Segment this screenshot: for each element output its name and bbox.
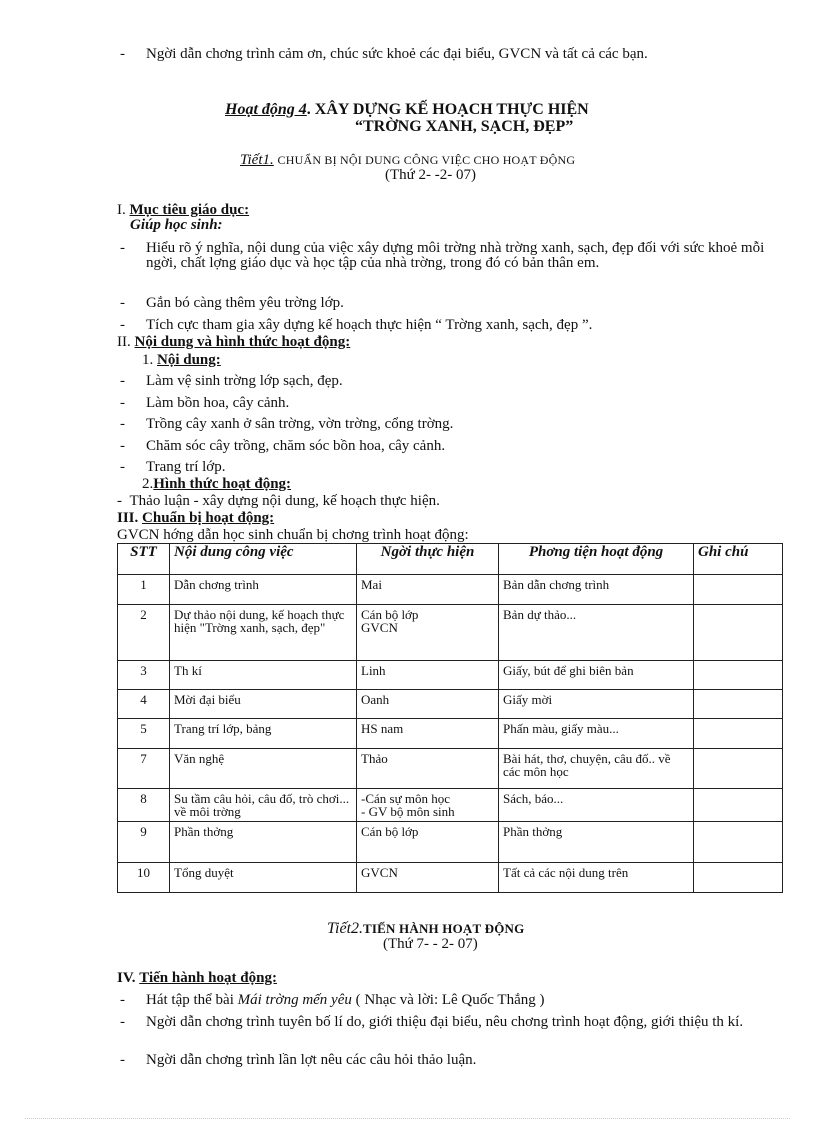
cell-means: Bài hát, thơ, chuyện, câu đố.. về các môn học [499,749,694,789]
table-row [118,749,783,789]
cell-stt: 10 [118,863,170,893]
section2-form-bullet: - Thảo luận - xây dựng nội dung, kế hoạch thực hiện. [117,493,440,509]
cell-note [694,822,783,863]
section2-sub1: 1. Nội dung: [142,352,221,368]
lesson2-date: (Thứ 7- - 2- 07) [383,936,478,952]
section3-heading: III. Chuẩn bị hoạt động: [117,510,275,526]
cell-content: Tổng duyệt [170,863,357,893]
section1-heading: I. Mục tiêu giáo dục: [117,202,250,218]
table-row [118,575,783,605]
section2-bullet: - Làm bồn hoa, cây cảnh. [120,395,290,411]
activity4-subtitle: “TRỜNG XANH, SẠCH, ĐẸP” [355,118,574,135]
cell-means: Phấn màu, giấy màu... [499,719,694,749]
cell-content: Th kí [170,661,357,690]
cell-means: Phần thởng [499,822,694,863]
table-row [118,690,783,719]
section1-bullet: - Hiểu rõ ý nghĩa, nội dung của việc xây dựng môi trờng nhà trờng xanh, sạch, đẹp đối với sức khoẻ mỗi ngời, chất lợng giáo dục và học tập của nhà trờng, trong đó có bản thân em. [120,240,765,271]
cell-note [694,661,783,690]
cell-stt: 9 [118,822,170,863]
cell-who: Thảo [357,749,499,789]
cell-stt: 3 [118,661,170,690]
lesson2-title: Tiết2.TIẾN HÀNH HOẠT ĐỘNG [327,920,525,937]
cell-who: HS nam [357,719,499,749]
cell-stt: 8 [118,789,170,822]
lesson1-date: (Thứ 2- -2- 07) [385,167,477,183]
cell-stt: 1 [118,575,170,605]
section4-heading: IV. Tiến hành hoạt động: [117,970,277,986]
table-row [118,719,783,749]
cell-means: Bản dẫn chơng trình [499,575,694,605]
col-header-content: Nội dung công việc [170,544,357,575]
section4-bullet: - Ngời dẫn chơng trình tuyên bố lí do, giới thiệu đại biểu, nêu chơng trình hoạt động, giới thiệu th kí. [120,1014,744,1030]
cell-note [694,863,783,893]
table-row [118,822,783,863]
cell-stt: 2 [118,605,170,661]
activity4-heading: Hoạt động 4. XÂY DỰNG KẾ HOẠCH THỰC HIỆN [225,101,589,118]
cell-means: Giấy mời [499,690,694,719]
table-header-row [118,544,783,575]
cell-content: Su tầm câu hỏi, câu đố, trò chơi... về môi trờng [170,789,357,822]
cell-note [694,605,783,661]
cell-note [694,575,783,605]
cell-content: Dẫn chơng trình [170,575,357,605]
col-header-means: Phơng tiện hoạt động [499,544,694,575]
cell-content: Dự thảo nội dung, kế hoạch thực hiện "Trờng xanh, sạch, đẹp" [170,605,357,661]
cell-stt: 4 [118,690,170,719]
cell-means: Giấy, bút để ghi biên bản [499,661,694,690]
table-row [118,789,783,822]
intro-bullet: - Ngời dẫn chơng trình cảm ơn, chúc sức khoẻ các đại biểu, GVCN và tất cả các bạn. [120,46,648,62]
col-header-stt: STT [118,544,170,575]
section3-intro: GVCN hớng dẫn học sinh chuẩn bị chơng trình hoạt động: [117,527,469,543]
section4-bullet: - Ngời dẫn chơng trình lần lợt nêu các câu hỏi thảo luận. [120,1052,477,1068]
section2-bullet: - Làm vệ sinh trờng lớp sạch, đẹp. [120,373,343,389]
col-header-who: Ngời thực hiện [357,544,499,575]
table-row [118,605,783,661]
cell-who: -Cán sự môn học - GV bộ môn sinh [357,789,499,822]
footer-divider [25,1118,790,1119]
cell-means: Bản dự thảo... [499,605,694,661]
cell-means: Sách, báo... [499,789,694,822]
cell-note [694,719,783,749]
cell-stt: 7 [118,749,170,789]
section1-bullet: - Tích cực tham gia xây dựng kế hoạch thực hiện “ Trờng xanh, sạch, đẹp ”. [120,317,593,333]
cell-note [694,690,783,719]
section2-sub2: 2.Hình thức hoạt động: [142,476,292,492]
section2-bullet: - Chăm sóc cây trồng, chăm sóc bồn hoa, cây cảnh. [120,438,446,454]
section1-bullet: - Gắn bó càng thêm yêu trờng lớp. [120,295,344,311]
cell-content: Trang trí lớp, bảng [170,719,357,749]
table-row [118,863,783,893]
section1-subheading: Giúp học sinh: [130,217,223,233]
lesson1-title: Tiết1. CHUẨN BỊ NỘI DUNG CÔNG VIỆC CHO HOẠT ĐỘNG [240,152,576,168]
section2-bullet: - Trồng cây xanh ở sân trờng, vờn trờng, cổng trờng. [120,416,454,432]
cell-note [694,789,783,822]
cell-content: Mời đại biểu [170,690,357,719]
cell-who: Mai [357,575,499,605]
section2-heading: II. Nội dung và hình thức hoạt động: [117,334,351,350]
cell-note [694,749,783,789]
cell-content: Văn nghệ [170,749,357,789]
cell-who: Oanh [357,690,499,719]
section2-bullet: - Trang trí lớp. [120,459,226,475]
col-header-note: Ghi chú [694,544,783,575]
cell-who: GVCN [357,863,499,893]
cell-content: Phần thởng [170,822,357,863]
cell-means: Tất cả các nội dung trên [499,863,694,893]
table-row [118,661,783,690]
preparation-table [117,543,783,893]
cell-who: Cán bộ lớp GVCN [357,605,499,661]
cell-stt: 5 [118,719,170,749]
cell-who: Cán bộ lớp [357,822,499,863]
section4-bullet: - Hát tập thể bài Mái trờng mến yêu ( Nhạc và lời: Lê Quốc Thắng ) [120,992,545,1008]
cell-who: Linh [357,661,499,690]
